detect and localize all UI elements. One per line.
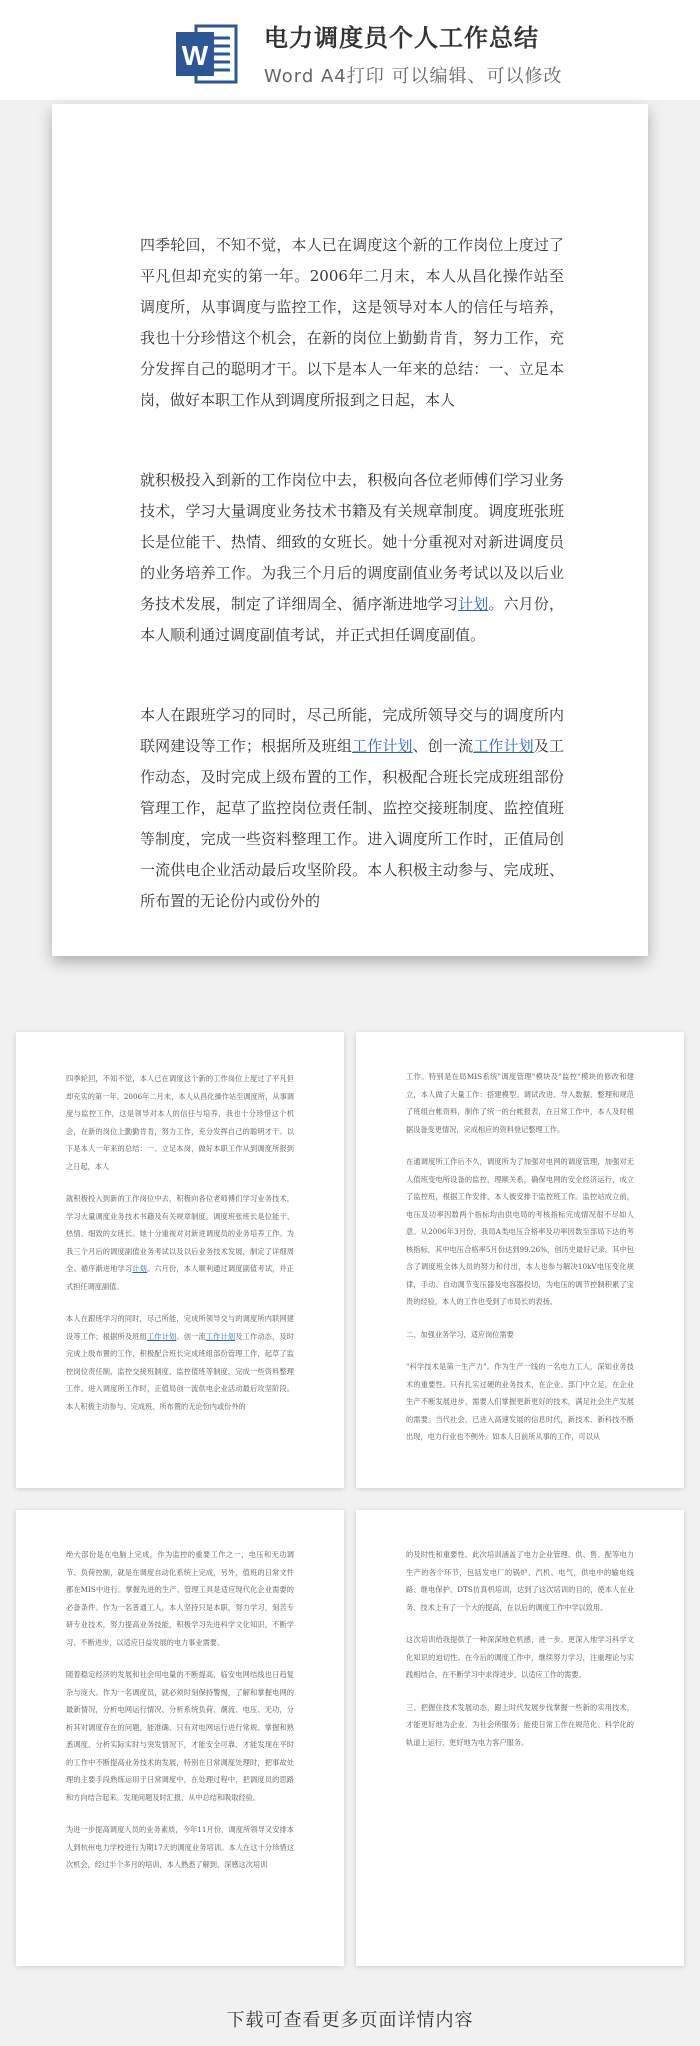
thumbnail-3-paragraph-2: 随着稳定经济的发展和社会用电量的不断提高，临安电网结线也日趋复杂与庞大。作为一名调度员，就必须时刻保持警惕，了解和掌握电网的最新情况，分析电网运行情况、分析系统负荷、潮流、电压、无功，分析其对调度存在的问题，能准确、只有对电网运行进行常规、掌握和熟悉调度、分析实际实时与突发情况下，才能安全可靠、才能发现在平时的工作中不断提高业务技术的发展，特别在日常调度处理时，把事故处理的主要手段熟练运用于日常调度中，在处理过程中，把调度员的思路和方向结合起来。发现问题及时汇报、从中总结和吸取经验。	[66, 1670, 294, 1802]
thumbnail-2-paragraph-3: 二、加强业务学习，适应岗位需要	[406, 1329, 514, 1339]
thumbnail-2-paragraph-4: "科学技术是第一生产力"。作为生产一线的一名电力工人，深知业务技术的重要性。只有扎实过硬的业务技术，在企业、部门中立足，在企业生产不断发展进步，需要人们掌握更新更好的技术，满足社会生产发展的需要。当代社会，已进入高速发展的信息时代，新技术、新科技不断出现，电力行业也不例外。如本人日前所从事的工作，可以从	[406, 1362, 634, 1441]
thumbnail-1-work-plan-link-2: 工作计划	[205, 1331, 236, 1341]
main-paragraph-2	[140, 465, 564, 651]
download-more-pages-link[interactable]: 下载可查看更多页面详情内容	[226, 2010, 474, 2031]
main-paragraph-3-text-b: 、创一流	[412, 737, 474, 755]
main-paragraph-1: 四季轮回，不知不觉，本人已在调度这个新的工作岗位上度过了平凡但却充实的第一年。2006年二月末，本人从昌化操作站至调度所，从事调度与监控工作，这是领导对本人的信任与培养，我也十分珍惜这个机会，在新的岗位上勤勤肯肯，努力工作，充分发挥自己的聪明才干。以下是本人一年来的总结：一、立足本岗，做好本职工作从到调度所报到之日起，本人	[140, 236, 564, 409]
thumbnail-1-paragraph-3-text-b: 、创一流	[176, 1331, 206, 1341]
main-page-preview	[52, 104, 648, 956]
main-paragraph-2-text-b: 。六月份，本人顺利通过调度副值考试，并正式担任调度副值。	[140, 595, 564, 644]
thumbnail-4-paragraph-3: 三、把握住技术发展动态，跟上时代发展步伐掌握一些新的实用技术，才能更好地为企业、为社会所服务；能使日常工作在规范化、科学化的轨道上运行，更好地为电力客户服务。	[406, 1702, 634, 1747]
word-document-icon	[174, 22, 240, 86]
page-thumbnail-4[interactable]	[356, 1510, 684, 1966]
word-icon-letter: W	[181, 40, 209, 71]
thumbnail-1-body	[66, 1070, 294, 1430]
work-plan-link-2[interactable]: 工作计划	[473, 737, 534, 755]
main-paragraph-3-text-c: 及工作动态，及时完成上级布置的工作，积极配合班长完成班组部份管理工作，起草了监控岗位责任制、监控交接班制度、监控值班等制度，完成一些资料整理工作。进入调度所工作时，正值局创一流供电企业活动最后攻坚阶段。本人积极主动参与、完成班、所布置的无论份内或份外的	[140, 737, 564, 910]
main-page-body	[140, 230, 564, 966]
main-paragraph-3	[140, 700, 564, 917]
thumbnail-1-paragraph-2-text-b: 。六月份，本人顺利通过调度副值考试，并正式担任调度副值。	[66, 1264, 294, 1291]
thumbnail-3-body	[66, 1546, 294, 1889]
document-subtitle: Word A4打印 可以编辑、可以修改	[264, 66, 563, 87]
work-plan-link-1[interactable]: 工作计划	[352, 737, 413, 755]
document-title: 电力调度员个人工作总结	[264, 24, 539, 52]
thumbnail-1-paragraph-3-text-a: 本人在跟班学习的同时，尽己所能，完成所领导交与的调度所内联网建设等工作；根据所及班组	[66, 1314, 294, 1341]
thumbnail-4-paragraph-2: 这次培训给我提供了一种深深地危机感，进一步、更深入地学习科学文化知识的迫切性。在今后的调度工作中，继续努力学习，注重理论与实践相结合，在不断学习中求得进步，以适应工作的需要。	[406, 1635, 634, 1679]
plan-link[interactable]: 计划	[458, 595, 489, 613]
page-thumbnail-2[interactable]	[356, 1032, 684, 1488]
thumbnail-3-paragraph-3: 为进一步提高调度人员的业务素质，今年11月份，调度所领导又安排本人到杭州电力学校进行为期17天的调度业务培训。本人在这十分珍惜这次机会，经过半个多月的培训，本人熟悉了解到，深感这次培训	[66, 1825, 294, 1869]
page-thumbnail-3[interactable]	[16, 1510, 344, 1966]
thumbnail-2-paragraph-2: 在通调度所工作后不久，调度所为了加强对电网的调度管理，加强对无人值班变电所设备的监控，理顺关系，确保电网的安全经济运行，成立了监控班，根据工作安排，本人被安排于监控班工作。监控站成立前，电压及功率因数两个指标均由供电局的考核指标完成情况很不尽如人意。从2006年3月份，我局A类电压合格率及功率因数至部局下达的考核指标，其中电压合格率5月份达到99.26%，创历史最好记录。其中包含了调度班全体人员的努力和付出，本人也参与解决10kV电压变化规律，手动、自动调节变压器及电容器投切，为电压的调节控制积累了宝贵的经验，本人的工作也受到了市局长的表扬。	[406, 1157, 634, 1306]
thumbnail-1-paragraph-2-text-a: 就积极投入到新的工作岗位中去，积极向各位老师傅们学习业务技术，学习大量调度业务技术书籍及有关规章制度。调度班张班长是位能干、热情、细致的女班长。她十分重视对对新进调度员的业务培养工作。为我三个月后的调度副值业务考试以及以后业务技术发展，制定了详细周全、循序渐进地学习	[66, 1194, 294, 1273]
thumbnail-4-body	[406, 1546, 634, 1766]
thumbnail-2-paragraph-1: 工作。特别是在局MIS系统"调度管理"模块及"监控"模块的修改和建立，本人做了大量工作：搭建模型、调试改进、导入数据、整理和规范了班组台帐资料，制作了统一的台帐报表，在日常工作中，本人及时根据设备变更情况，完成相应的资料登记整理工作。	[406, 1072, 634, 1134]
thumbnail-1-paragraph-3	[66, 1310, 294, 1415]
thumbnail-1-plan-link: 计划	[132, 1264, 147, 1273]
thumbnail-4-paragraph-1: 的及时性和重要性。此次培训涵盖了电力企业管理、供、售、配等电力生产的各个环节，包括发电厂的锅炉、汽机、电气，供电中的输电线路、继电保护、DTS仿真机培训，达到了这次培训的目的，使本人在业务、技术上有了一个大的提高，在以后的调度工作中学以致用。	[406, 1550, 634, 1612]
thumbnail-2-body	[406, 1068, 634, 1461]
page-header	[0, 0, 700, 100]
main-paragraph-3-text-a: 本人在跟班学习的同时，尽己所能，完成所领导交与的调度所内联网建设等工作；根据所及班组	[140, 706, 564, 755]
thumbnail-3-paragraph-1: 绝大部份是在电脑上完成，作为监控的重要工作之一，电压和无功调节、负荷控制，就是在调度自动化系统上完成，另外，值班的日常文件都在MIS中进行。掌握先进的生产、管理工具是适应现代化企业需要的必备条件。作为一名普通工人，本人坚持只是本职，努力学习，刻苦专研专业技术，努力提高业务技能，积极学习先进科学文化知识，不断学习、不断进步，以适应日益发展的电力事业需要。	[66, 1550, 294, 1647]
thumbnail-1-paragraph-3-text-c: 及工作动态，及时完成上级布置的工作，积极配合班长完成班组部份管理工作，起草了监控岗位责任制、监控交接班制度、监控值班等制度，完成一些资料整理工作。进入调度所工作时，正值局创一流供电企业活动最后攻坚阶段。本人积极主动参与、完成班、所布置的无论份内或份外的	[66, 1331, 294, 1411]
main-paragraph-2-text-a: 就积极投入到新的工作岗位中去，积极向各位老师傅们学习业务技术，学习大量调度业务技术书籍及有关规章制度。调度班张班长是位能干、热情、细致的女班长。她十分重视对对新进调度员的业务培养工作。为我三个月后的调度副值业务考试以及以后业务技术发展，制定了详细周全、循序渐进地学习	[140, 471, 564, 613]
thumbnail-1-paragraph-2	[66, 1190, 294, 1295]
thumbnail-1-paragraph-1: 四季轮回，不知不觉，本人已在调度这个新的工作岗位上度过了平凡但却充实的第一年。2006年二月末，本人从昌化操作站至调度所，从事调度与监控工作，这是领导对本人的信任与培养，我也十分珍惜这个机会，在新的岗位上勤勤肯肯，努力工作，充分发挥自己的聪明才干。以下是本人一年来的总结：一、立足本岗，做好本职工作从到调度所报到之日起，本人	[66, 1074, 294, 1171]
thumbnail-1-work-plan-link-1: 工作计划	[146, 1331, 177, 1341]
page-thumbnail-1[interactable]	[16, 1032, 344, 1488]
